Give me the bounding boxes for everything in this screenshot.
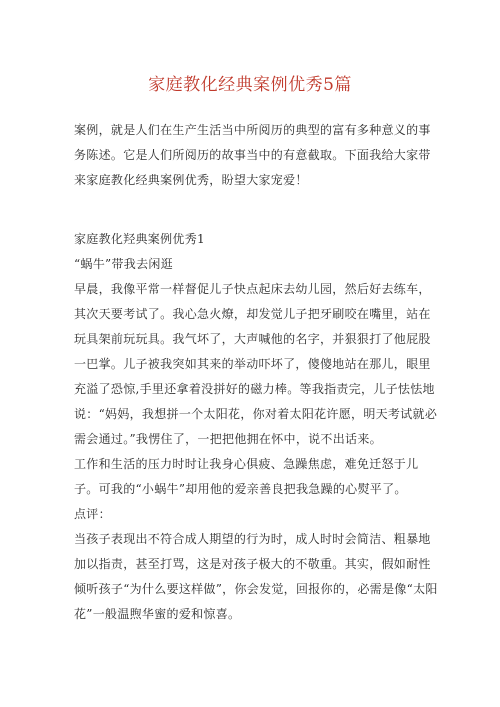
section-heading: 家庭教化羟典案例优秀1 — [74, 232, 205, 246]
spacer — [74, 193, 442, 227]
story-title: “蜗牛”带我去闲逛 — [74, 257, 173, 271]
comment-paragraph: 当孩子表现出不符合成人期望的行为时，成人时时会简洁、粗暴地加以指责，甚至打骂，这是对孩子极大的不敬重。其实，假如耐性倾听孩子“为什么要这样做”，你会发觉，回报你的，必需是像“太阳花”一般温煦华蜜的爱和惊喜。 — [74, 532, 438, 621]
comment-label: 点评： — [74, 507, 111, 521]
document-title: 家庭教化经典案例优秀5篇 — [148, 75, 352, 95]
intro-paragraph: 案例，就是人们在生产生活当中所阅历的典型的富有多种意义的事务陈述。它是人们所阅历的故事当中的有意截取。下面我给大家带来家庭教化经典案例优秀，盼望大家宠爱！ — [74, 123, 431, 187]
document-body — [74, 118, 442, 627]
story-paragraph-2: 工作和生活的压力时时让我身心俱疲、急躁焦虑，难免迁怒于儿子。可我的“小蜗牛”却用他的爱亲善良把我急躁的心熨平了。 — [74, 457, 419, 496]
story-paragraph-1: 早晨，我像平常一样督促儿子快点起床去幼儿园，然后好去练车，其次天要考试了。我心急火燎，却发觉儿子把牙刷咬在嘴里，站在玩具架前玩玩具。我气坏了，大声喊他的名字，并狠狠打了他屁股一巴掌。儿子被我突如其来的举动吓坏了，傻傻地站在那儿，眼里充溢了恐惊,手里还拿着没拼好的磁力棒。等我指责完，儿子怯怯地说：“妈妈，我想拼一个太阳花，你对着太阳花许愿，明天考试就必需会通过。”我愣住了，一把把他拥在怀中，说不出话来。 — [74, 282, 438, 446]
